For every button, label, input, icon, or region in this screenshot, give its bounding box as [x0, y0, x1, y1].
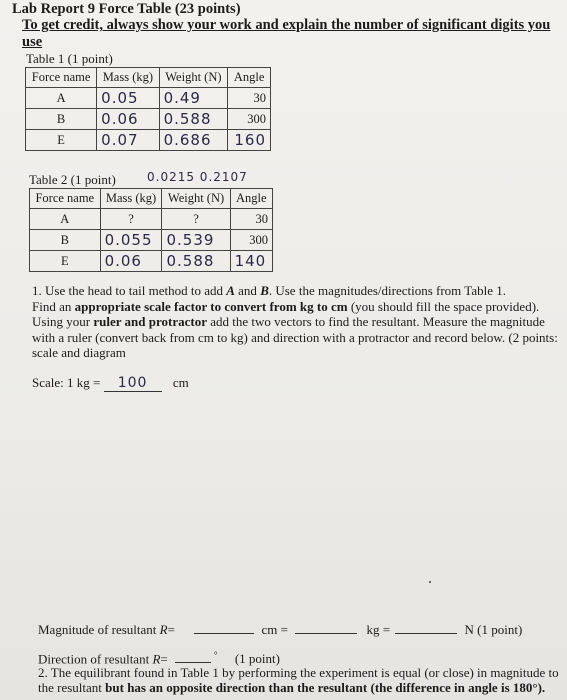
instructions: To get credit, always show your work and explain the number of significant digits you use	[22, 17, 551, 50]
scale-value[interactable]: 100	[104, 375, 162, 392]
angle-cell: 30	[228, 88, 271, 109]
table2-header: Force name	[30, 189, 101, 209]
kg-blank[interactable]	[395, 623, 457, 634]
vector-b-label: B	[260, 283, 269, 298]
table-row	[26, 109, 271, 130]
weight-cell: 0.539	[162, 230, 230, 251]
table1-header: Mass (kg)	[97, 68, 159, 88]
force-name: A	[30, 209, 101, 230]
table-row	[26, 130, 271, 151]
table1-header: Force name	[26, 68, 97, 88]
table1-caption: Table 1 (1 point)	[26, 51, 113, 66]
handwritten-note: 0.0215 0.2107	[147, 170, 248, 184]
weight-cell: 0.588	[159, 109, 228, 130]
force-name: A	[26, 88, 97, 109]
scale-label: Scale: 1 kg =	[32, 375, 104, 390]
table2-caption: Table 2 (1 point)	[29, 172, 116, 187]
cm-label: cm =	[261, 622, 288, 637]
table-row	[30, 209, 273, 230]
q2-bold: but has an opposite direction than the resultant (the difference in angle is 180°).	[105, 680, 546, 695]
page-title: Lab Report 9 Force Table (23 points)	[12, 1, 241, 17]
q1-text: (you should fill the space provided).	[347, 298, 540, 314]
q1-bold: ruler and protractor	[93, 314, 208, 329]
mass-cell: ?	[100, 209, 162, 230]
equals: =	[160, 651, 168, 667]
mass-cell: 0.06	[97, 109, 159, 130]
mass-cell: 0.07	[97, 130, 159, 151]
scale-line	[32, 375, 189, 392]
weight-cell: 0.686	[159, 130, 228, 151]
weight-cell: ?	[162, 209, 230, 230]
angle-cell: 300	[230, 230, 272, 251]
angle-cell: 30	[230, 209, 272, 230]
magnitude-label: Magnitude of resultant	[38, 622, 160, 637]
table2-header: Angle	[230, 189, 272, 209]
magnitude-line	[38, 622, 563, 638]
table1-header: Weight (N)	[159, 68, 228, 88]
equals: =	[167, 622, 175, 637]
pen-mark	[429, 581, 431, 583]
question-2	[38, 665, 563, 695]
weight-cell: 0.588	[162, 251, 230, 272]
table-row	[30, 230, 273, 251]
mass-cell: 0.06	[100, 251, 162, 272]
force-name: B	[26, 109, 97, 130]
table1-header: Angle	[228, 68, 271, 88]
table2	[29, 188, 273, 272]
weight-cell: 0.49	[159, 88, 228, 109]
table-row	[26, 88, 271, 109]
force-name: E	[26, 130, 97, 151]
mass-cell: 0.05	[97, 88, 159, 109]
angle-cell: 160	[228, 130, 271, 151]
vector-a-label: A	[226, 283, 235, 298]
table2-header-row	[30, 189, 273, 209]
q1-text: Find an	[32, 298, 75, 314]
scale-unit: cm	[172, 375, 189, 390]
question-1	[32, 283, 562, 361]
q1-text: . Use the magnitudes/directions from Table 1.	[268, 283, 506, 298]
q2-text: 2. The equilibrant found in Table 1 by performing the experiment is equal (or close) in magnitude to the resultant	[38, 665, 559, 695]
table-row	[30, 251, 273, 272]
table1-header-row	[26, 68, 271, 88]
n-label: N (1 point)	[464, 622, 523, 637]
cm-blank[interactable]	[295, 623, 357, 634]
angle-cell: 300	[228, 109, 271, 130]
direction-points: (1 point)	[234, 651, 280, 667]
mass-cell: 0.055	[100, 230, 162, 251]
q1-text: and	[234, 283, 261, 298]
kg-label: kg =	[366, 622, 391, 637]
resultant-var: R	[159, 622, 168, 637]
table2-header: Weight (N)	[162, 189, 230, 209]
q1-text: Using your	[32, 314, 94, 329]
force-name: E	[30, 251, 101, 272]
q1-bold: appropriate scale factor to convert from kg to cm	[74, 298, 348, 314]
resultant-var: R	[152, 651, 161, 667]
force-name: B	[30, 230, 101, 251]
table2-header: Mass (kg)	[100, 189, 162, 209]
q1-text: 1. Use the head to tail method to add	[32, 283, 227, 298]
angle-cell: 140	[230, 251, 272, 272]
degree-symbol: °	[213, 650, 218, 660]
direction-label: Direction of resultant	[38, 651, 153, 667]
table1	[25, 67, 271, 151]
magnitude-blank[interactable]	[194, 623, 254, 634]
direction-blank[interactable]	[175, 652, 211, 663]
q1-text: add the two vectors to find the resultant. Measure the magnitude with a ruler (convert back from cm to kg) and direction with a protractor and record below. (2 points: scale and diagram	[32, 314, 558, 360]
